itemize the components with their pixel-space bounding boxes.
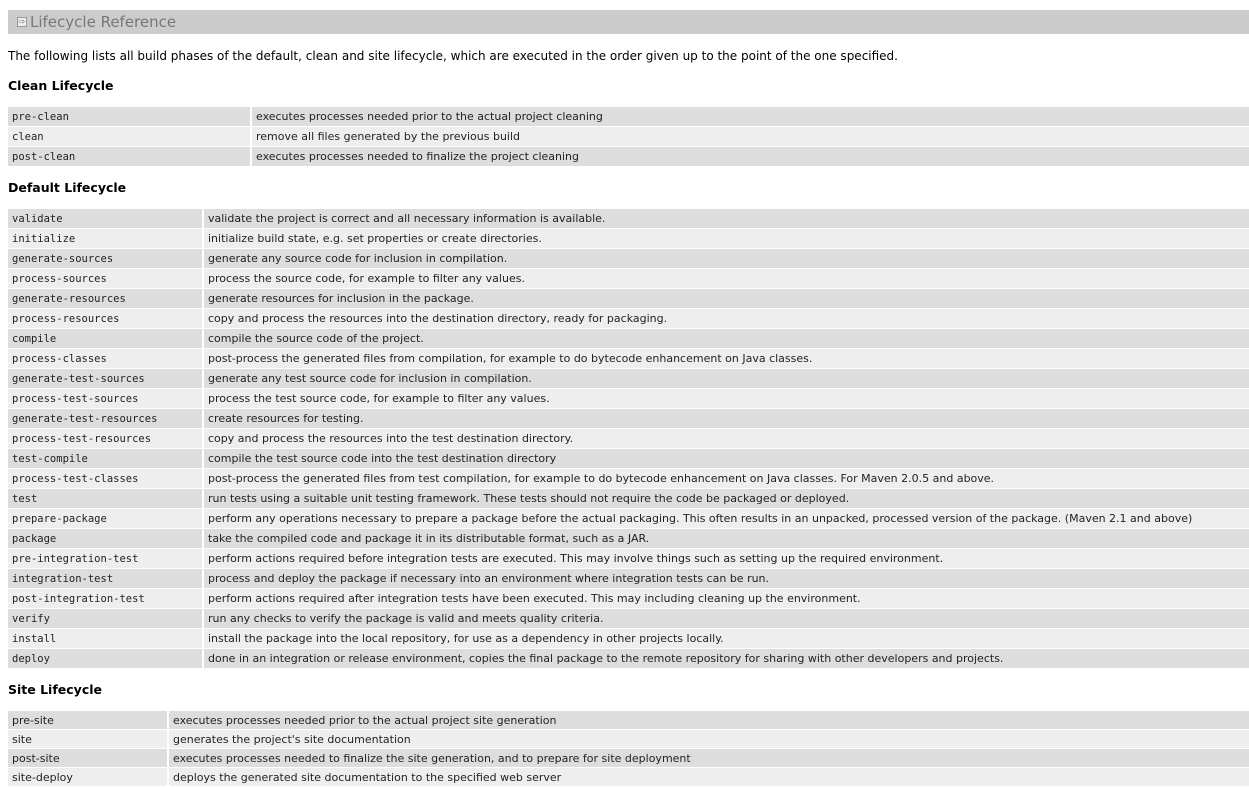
- phase-description: run tests using a suitable unit testing framework. These tests should not require the code be packaged or deployed.: [204, 489, 1249, 509]
- phase-description: install the package into the local repository, for use as a dependency in other projects locally.: [204, 629, 1249, 649]
- collapse-icon[interactable]: ⇨: [18, 17, 26, 26]
- phase-description: post-process the generated files from compilation, for example to do bytecode enhancement on Java classes.: [204, 349, 1249, 369]
- table-row: [8, 289, 1249, 309]
- table-row: [8, 489, 1249, 509]
- clean-lifecycle-table: [8, 107, 1249, 167]
- phase-description: executes processes needed prior to the actual project site generation: [169, 711, 1249, 730]
- table-row: [8, 369, 1249, 389]
- phase-name: process-test-sources: [8, 389, 204, 409]
- table-row: [8, 529, 1249, 549]
- phase-description: post-process the generated files from test compilation, for example to do bytecode enhancement on Java classes. For Maven 2.0.5 and above.: [204, 469, 1249, 489]
- phase-name: validate: [8, 209, 204, 229]
- phase-name: pre-site: [8, 711, 169, 730]
- phase-name: post-site: [8, 749, 169, 768]
- phase-name: prepare-package: [8, 509, 204, 529]
- clean-lifecycle-heading: Clean Lifecycle: [8, 78, 114, 93]
- phase-name: process-resources: [8, 309, 204, 329]
- phase-name: clean: [8, 127, 252, 147]
- phase-name: package: [8, 529, 204, 549]
- phase-description: perform actions required after integration tests have been executed. This may including cleaning up the environment.: [204, 589, 1249, 609]
- table-row: [8, 269, 1249, 289]
- site-lifecycle-heading: Site Lifecycle: [8, 682, 102, 697]
- table-row: [8, 629, 1249, 649]
- phase-name: generate-resources: [8, 289, 204, 309]
- phase-description: process and deploy the package if necessary into an environment where integration tests can be run.: [204, 569, 1249, 589]
- table-row: [8, 329, 1249, 349]
- phase-name: test-compile: [8, 449, 204, 469]
- phase-description: perform any operations necessary to prepare a package before the actual packaging. This often results in an unpacked, processed version of the package. (Maven 2.1 and above): [204, 509, 1249, 529]
- phase-name: test: [8, 489, 204, 509]
- phase-name: generate-test-resources: [8, 409, 204, 429]
- phase-name: pre-integration-test: [8, 549, 204, 569]
- phase-name: integration-test: [8, 569, 204, 589]
- phase-name: compile: [8, 329, 204, 349]
- phase-description: create resources for testing.: [204, 409, 1249, 429]
- table-row: [8, 730, 1249, 749]
- table-row: [8, 389, 1249, 409]
- phase-description: compile the test source code into the test destination directory: [204, 449, 1249, 469]
- table-row: [8, 749, 1249, 768]
- table-row: [8, 309, 1249, 329]
- intro-text: The following lists all build phases of the default, clean and site lifecycle, which are executed in the order given up to the point of the one specified.: [8, 49, 898, 63]
- phase-description: done in an integration or release environment, copies the final package to the remote repository for sharing with other developers and projects.: [204, 649, 1249, 669]
- phase-description: process the source code, for example to filter any values.: [204, 269, 1249, 289]
- phase-description: copy and process the resources into the destination directory, ready for packaging.: [204, 309, 1249, 329]
- phase-description: initialize build state, e.g. set properties or create directories.: [204, 229, 1249, 249]
- phase-name: post-clean: [8, 147, 252, 167]
- phase-name: deploy: [8, 649, 204, 669]
- table-row: [8, 147, 1249, 167]
- phase-description: validate the project is correct and all necessary information is available.: [204, 209, 1249, 229]
- table-row: [8, 711, 1249, 730]
- phase-description: generates the project's site documentation: [169, 730, 1249, 749]
- phase-description: generate any test source code for inclusion in compilation.: [204, 369, 1249, 389]
- phase-description: generate resources for inclusion in the package.: [204, 289, 1249, 309]
- table-row: [8, 589, 1249, 609]
- site-lifecycle-table: [8, 711, 1249, 787]
- phase-name: post-integration-test: [8, 589, 204, 609]
- table-row: [8, 569, 1249, 589]
- table-row: [8, 469, 1249, 489]
- phase-description: generate any source code for inclusion in compilation.: [204, 249, 1249, 269]
- phase-description: take the compiled code and package it in its distributable format, such as a JAR.: [204, 529, 1249, 549]
- table-row: [8, 549, 1249, 569]
- phase-name: process-classes: [8, 349, 204, 369]
- table-row: [8, 209, 1249, 229]
- phase-description: remove all files generated by the previous build: [252, 127, 1249, 147]
- table-row: [8, 449, 1249, 469]
- phase-name: pre-clean: [8, 107, 252, 127]
- phase-name: generate-test-sources: [8, 369, 204, 389]
- phase-name: process-test-classes: [8, 469, 204, 489]
- phase-name: verify: [8, 609, 204, 629]
- table-row: [8, 509, 1249, 529]
- table-row: [8, 229, 1249, 249]
- phase-name: install: [8, 629, 204, 649]
- table-row: [8, 609, 1249, 629]
- table-row: [8, 127, 1249, 147]
- phase-description: process the test source code, for example to filter any values.: [204, 389, 1249, 409]
- phase-description: perform actions required before integration tests are executed. This may involve things such as setting up the required environment.: [204, 549, 1249, 569]
- phase-name: site-deploy: [8, 768, 169, 787]
- table-row: [8, 249, 1249, 269]
- phase-name: generate-sources: [8, 249, 204, 269]
- default-lifecycle-table: [8, 209, 1249, 669]
- table-row: [8, 649, 1249, 669]
- phase-description: executes processes needed prior to the actual project cleaning: [252, 107, 1249, 127]
- phase-description: executes processes needed to finalize the project cleaning: [252, 147, 1249, 167]
- phase-description: copy and process the resources into the test destination directory.: [204, 429, 1249, 449]
- phase-description: deploys the generated site documentation to the specified web server: [169, 768, 1249, 787]
- phase-name: process-sources: [8, 269, 204, 289]
- table-row: [8, 409, 1249, 429]
- phase-description: compile the source code of the project.: [204, 329, 1249, 349]
- section-header[interactable]: [8, 10, 1249, 34]
- section-title: Lifecycle Reference: [30, 13, 177, 31]
- default-lifecycle-heading: Default Lifecycle: [8, 180, 127, 195]
- table-row: [8, 768, 1249, 787]
- table-row: [8, 107, 1249, 127]
- phase-name: site: [8, 730, 169, 749]
- phase-name: initialize: [8, 229, 204, 249]
- table-row: [8, 429, 1249, 449]
- phase-name: process-test-resources: [8, 429, 204, 449]
- phase-description: run any checks to verify the package is valid and meets quality criteria.: [204, 609, 1249, 629]
- table-row: [8, 349, 1249, 369]
- phase-description: executes processes needed to finalize the site generation, and to prepare for site deployment: [169, 749, 1249, 768]
